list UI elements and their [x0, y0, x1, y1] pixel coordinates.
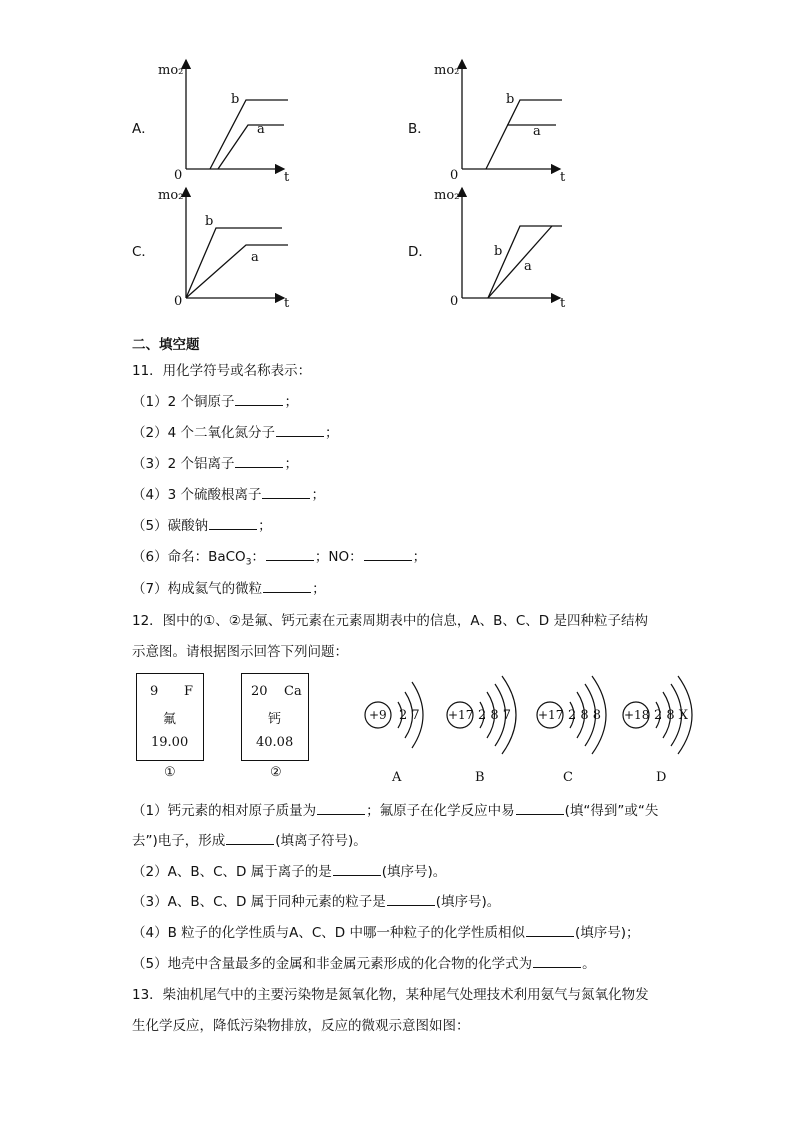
answer-blank[interactable]: [276, 435, 324, 437]
answer-blank[interactable]: [364, 559, 412, 561]
graph-a-xlabel: t: [284, 170, 290, 185]
q12-sub2: （2）A、B、C、D 属于离子的是 (填序号)。: [132, 864, 447, 880]
graph-b-a-label: a: [533, 124, 541, 139]
atomic-number: 20: [251, 684, 268, 699]
graph-d-ylabel: mo₂: [434, 188, 460, 203]
element-label-1: ①: [164, 765, 176, 780]
particle-b-label: B: [475, 770, 485, 785]
graph-d-origin: 0: [450, 294, 459, 309]
answer-blank[interactable]: [317, 813, 365, 815]
particle-d-label: D: [656, 770, 667, 785]
graph-c-origin: 0: [174, 294, 183, 309]
particle-c-shells: 2 8 8: [568, 708, 602, 723]
particle-d-shells: 2 8 X: [654, 708, 689, 723]
graph-c-xlabel: t: [284, 296, 290, 311]
q12-sub4: （4）B 粒子的化学性质与A、C、D 中哪一种粒子的化学性质相似 (填序号)；: [132, 925, 640, 941]
q11-item-4: （4）3 个硫酸根离子 ；: [132, 487, 325, 503]
answer-blank[interactable]: [262, 497, 310, 499]
element-name: 钙: [268, 712, 282, 727]
q11-item-7: （7）构成氦气的微粒 ；: [132, 581, 326, 597]
particle-c-nucleus: +17: [538, 708, 564, 722]
answer-blank[interactable]: [226, 843, 274, 845]
particle-a-shells: 2 7: [399, 708, 420, 723]
answer-blank[interactable]: [387, 904, 435, 906]
q11-stem: 11．用化学符号或名称表示：: [132, 363, 312, 379]
answer-blank[interactable]: [533, 966, 581, 968]
particle-a-nucleus: +9: [369, 708, 387, 722]
answer-blank[interactable]: [516, 813, 564, 815]
answer-blank[interactable]: [526, 935, 574, 937]
option-c-label: C．: [132, 244, 155, 260]
graph-d-xlabel: t: [560, 296, 566, 311]
graph-b-xlabel: t: [560, 170, 566, 185]
answer-blank[interactable]: [235, 404, 283, 406]
element-label-2: ②: [270, 765, 282, 780]
q13-line1: 13．柴油机尾气中的主要污染物是氮氧化物，某种尾气处理技术利用氨气与氮氧化物发: [132, 987, 649, 1003]
q12-sub1-line2: 去”)电子，形成 (填离子符号)。: [132, 833, 367, 849]
section-title: 二、填空题: [132, 337, 200, 353]
particle-c-label: C: [563, 770, 573, 785]
q11-item-5: （5）碳酸钠 ；: [132, 518, 272, 534]
graph-a-b-label: b: [231, 92, 240, 107]
q12-sub1-line1: （1）钙元素的相对原子质量为 ；氟原子在化学反应中易 (填“得到”或“失: [132, 803, 659, 819]
q12-stem-line2: 示意图。请根据图示回答下列问题：: [132, 644, 348, 660]
element-name: 氟: [163, 712, 177, 727]
q11-item-2: （2）4 个二氧化氮分子 ；: [132, 425, 339, 441]
particle-b-shells: 2 8 7: [478, 708, 512, 723]
graph-b-origin: 0: [450, 168, 459, 183]
atomic-mass: 19.00: [151, 735, 189, 750]
graph-a-ylabel: mo₂: [158, 63, 184, 78]
option-b-label: B．: [408, 121, 431, 137]
option-a-label: A．: [132, 121, 155, 137]
q12-stem-line1: 12．图中的①、②是氟、钙元素在元素周期表中的信息，A、B、C、D 是四种粒子结构: [132, 613, 648, 629]
graph-b-b-label: b: [506, 92, 515, 107]
element-symbol: Ca: [284, 684, 302, 699]
graph-d-a-label: a: [524, 259, 532, 274]
particle-a-label: A: [392, 770, 402, 785]
element-card-fluorine: [136, 673, 204, 761]
answer-blank[interactable]: [266, 559, 314, 561]
graph-d-b-label: b: [494, 244, 503, 259]
answer-blank[interactable]: [333, 874, 381, 876]
graph-a-origin: 0: [174, 168, 183, 183]
particle-d-nucleus: +18: [624, 708, 650, 722]
graph-c-a-label: a: [251, 250, 259, 265]
element-card-calcium: [241, 673, 309, 761]
graph-svg: [0, 0, 794, 330]
atomic-number: 9: [150, 684, 159, 699]
answer-blank[interactable]: [209, 528, 257, 530]
q11-item-3: （3）2 个铝离子 ；: [132, 456, 298, 472]
q12-sub5: （5）地壳中含量最多的金属和非金属元素形成的化合物的化学式为 。: [132, 956, 596, 972]
q12-sub3: （3）A、B、C、D 属于同种元素的粒子是 (填序号)。: [132, 894, 501, 910]
answer-blank[interactable]: [263, 591, 311, 593]
graph-c-ylabel: mo₂: [158, 188, 184, 203]
graph-c-b-label: b: [205, 214, 214, 229]
atomic-mass: 40.08: [256, 735, 294, 750]
option-d-label: D．: [408, 244, 432, 260]
graph-a-a-label: a: [257, 122, 265, 137]
q11-item-1: （1）2 个铜原子 ；: [132, 394, 298, 410]
answer-blank[interactable]: [235, 466, 283, 468]
particle-b-nucleus: +17: [448, 708, 474, 722]
element-symbol: F: [184, 684, 194, 699]
q11-item-6: （6）命名：BaCO$_3$： ；NO： ；: [132, 549, 427, 568]
graph-b-ylabel: mo₂: [434, 63, 460, 78]
q13-line2: 生化学反应，降低污染物排放，反应的微观示意图如图：: [132, 1018, 470, 1034]
